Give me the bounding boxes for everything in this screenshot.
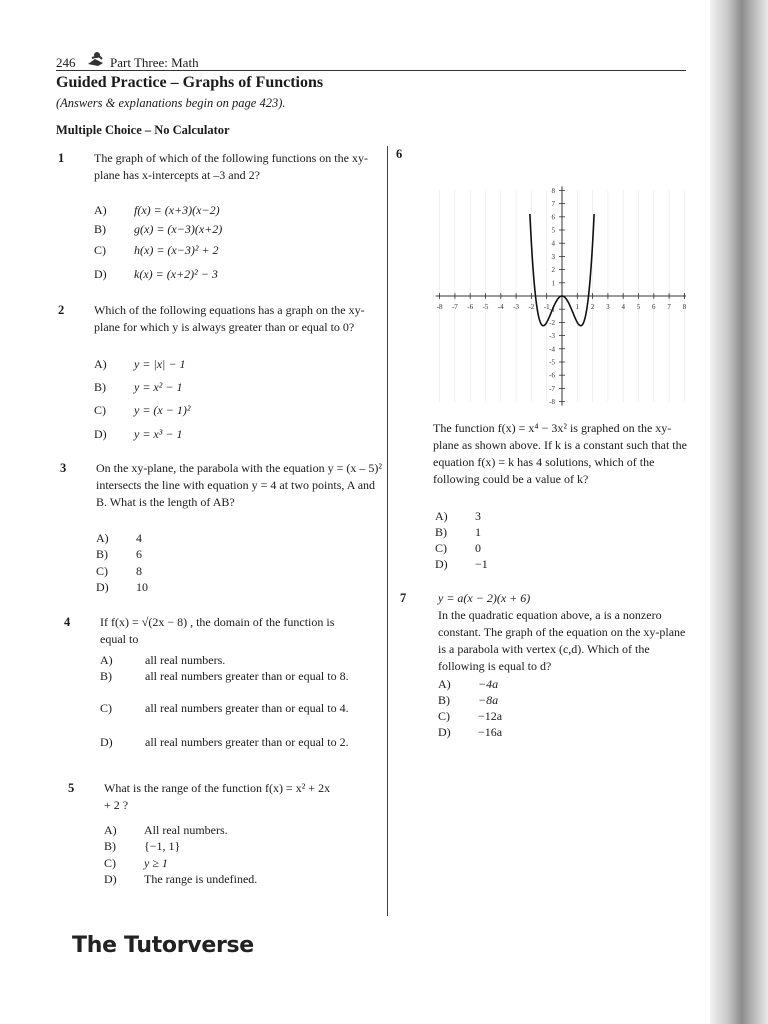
question-stem: What is the range of the function f(x) = x² + 2x + 2 ? bbox=[104, 781, 331, 812]
answer-option: A) 4 bbox=[96, 531, 142, 545]
answer-option: D) k(x) = (x+2)² − 3 bbox=[94, 267, 218, 281]
answer-option: D) −16a bbox=[438, 725, 503, 739]
question-number: 5 bbox=[68, 781, 75, 795]
x-tick-label: 2 bbox=[590, 303, 595, 311]
question-number: 6 bbox=[396, 147, 403, 161]
y-tick-label: -3 bbox=[549, 332, 555, 341]
y-tick-label: -7 bbox=[549, 384, 555, 393]
answer-option: B) 1 bbox=[435, 525, 481, 539]
answer-option: B) g(x) = (x−3)(x+2) bbox=[94, 222, 223, 236]
y-tick-label: -4 bbox=[549, 345, 555, 354]
answer-option: A) f(x) = (x+3)(x−2) bbox=[94, 203, 220, 217]
question-stem: In the quadratic equation above, a is a nonzero constant. The graph of the equation on the xy-plane is a parabola with vertex (c,d). Which of the following is equal to d? bbox=[438, 608, 686, 673]
question-number: 2 bbox=[58, 303, 65, 317]
page-header bbox=[56, 54, 686, 70]
y-tick-label: 1 bbox=[551, 279, 555, 288]
header-rule bbox=[56, 70, 686, 71]
y-tick-label: 8 bbox=[551, 186, 555, 195]
answer-option: A) y = |x| − 1 bbox=[94, 357, 186, 371]
y-tick-label: -6 bbox=[549, 371, 555, 380]
question-stem: The function f(x) = x⁴ − 3x² is graphed on the xy-plane as shown above. If k is a constant such that the equation f(x) = k has 4 solutions, which of the following could be a value of k? bbox=[433, 421, 687, 486]
answer-option: D) −1 bbox=[435, 557, 488, 571]
y-tick-label: -1 bbox=[549, 305, 555, 314]
question-number: 4 bbox=[64, 615, 71, 629]
answer-option: C) h(x) = (x−3)² + 2 bbox=[94, 243, 219, 257]
x-tick-label: -6 bbox=[467, 303, 474, 311]
y-tick-label: -5 bbox=[549, 358, 555, 367]
x-tick-label: -2 bbox=[528, 303, 535, 311]
question-6 bbox=[433, 420, 693, 571]
y-tick-label: -2 bbox=[549, 318, 555, 327]
y-tick-label: 2 bbox=[551, 266, 555, 275]
answer-option: C) y ≥ 1 bbox=[104, 856, 168, 870]
answer-option: B) −8a bbox=[438, 693, 499, 707]
question-number: 1 bbox=[58, 151, 65, 165]
question-number: 7 bbox=[400, 591, 407, 605]
answer-option: D) The range is undefined. bbox=[104, 872, 258, 886]
answer-option: C) −12a bbox=[438, 709, 503, 723]
x-tick-label: -8 bbox=[436, 303, 443, 311]
answer-option: B) 6 bbox=[96, 547, 142, 561]
answer-option: C) all real numbers greater than or equal to 4. bbox=[100, 701, 349, 715]
question-stem: Which of the following equations has a graph on the xy-plane for which y is always greater than or equal to 0? bbox=[94, 303, 365, 334]
page-subtitle: (Answers & explanations begin on page 423). bbox=[56, 96, 286, 110]
page-number: 246 bbox=[56, 55, 76, 70]
book-reader-icon bbox=[86, 50, 106, 68]
y-tick-label: -8 bbox=[549, 398, 555, 407]
x-tick-label: 6 bbox=[652, 303, 656, 311]
page-title: Guided Practice – Graphs of Functions bbox=[56, 74, 324, 91]
x-tick-label: 1 bbox=[575, 303, 580, 311]
question-equation: y = a(x − 2)(x + 6) bbox=[438, 591, 531, 605]
answer-option: C) 0 bbox=[435, 541, 481, 555]
question-stem: If f(x) = √(2x − 8) , the domain of the function is equal to bbox=[100, 615, 335, 646]
x-tick-label: 4 bbox=[621, 303, 625, 311]
publisher-logo: The Tutorverse bbox=[72, 933, 254, 958]
question-stem: The graph of which of the following functions on the xy-plane has x-intercepts at –3 and 2? bbox=[94, 151, 368, 182]
y-tick-label: 7 bbox=[551, 200, 555, 209]
x-tick-label: -7 bbox=[451, 303, 458, 311]
x-tick-label: -3 bbox=[513, 303, 520, 311]
page-edge-shadow bbox=[710, 0, 768, 1024]
answer-option: D) y = x³ − 1 bbox=[94, 427, 183, 441]
x-tick-label: -5 bbox=[482, 303, 489, 311]
y-tick-label: 3 bbox=[551, 252, 555, 261]
answer-option: B) y = x² − 1 bbox=[94, 380, 183, 394]
answer-option: A) All real numbers. bbox=[104, 823, 228, 837]
function-graph bbox=[430, 168, 686, 408]
y-tick-label: 6 bbox=[551, 213, 555, 222]
part-label: Part Three: Math bbox=[110, 55, 199, 70]
x-tick-label: -4 bbox=[497, 303, 504, 311]
answer-option: D) 10 bbox=[96, 580, 148, 594]
x-tick-label: 3 bbox=[606, 303, 610, 311]
answer-option: D) all real numbers greater than or equal to 2. bbox=[100, 735, 349, 749]
answer-option: A) 3 bbox=[435, 509, 481, 523]
y-tick-label: 5 bbox=[551, 226, 555, 235]
answer-option: C) 8 bbox=[96, 564, 142, 578]
y-tick-label: 4 bbox=[551, 239, 555, 248]
x-tick-label: 7 bbox=[667, 303, 671, 311]
answer-option: A) −4a bbox=[438, 677, 499, 691]
question-stem: On the xy-plane, the parabola with the equation y = (x – 5)² intersects the line with equation y = 4 at two points, A and B. What is the length of AB? bbox=[96, 461, 382, 509]
answer-option: B) {−1, 1} bbox=[104, 839, 181, 853]
column-divider bbox=[387, 146, 388, 916]
answer-option: B) all real numbers greater than or equal to 8. bbox=[100, 669, 349, 683]
x-tick-label: 5 bbox=[636, 303, 641, 311]
x-tick-label: 8 bbox=[682, 303, 686, 311]
section-heading: Multiple Choice – No Calculator bbox=[56, 123, 230, 137]
answer-option: C) y = (x − 1)² bbox=[94, 403, 191, 417]
question-number: 3 bbox=[60, 461, 67, 475]
x-tick-label: -1 bbox=[543, 303, 550, 311]
answer-option: A) all real numbers. bbox=[100, 653, 226, 667]
